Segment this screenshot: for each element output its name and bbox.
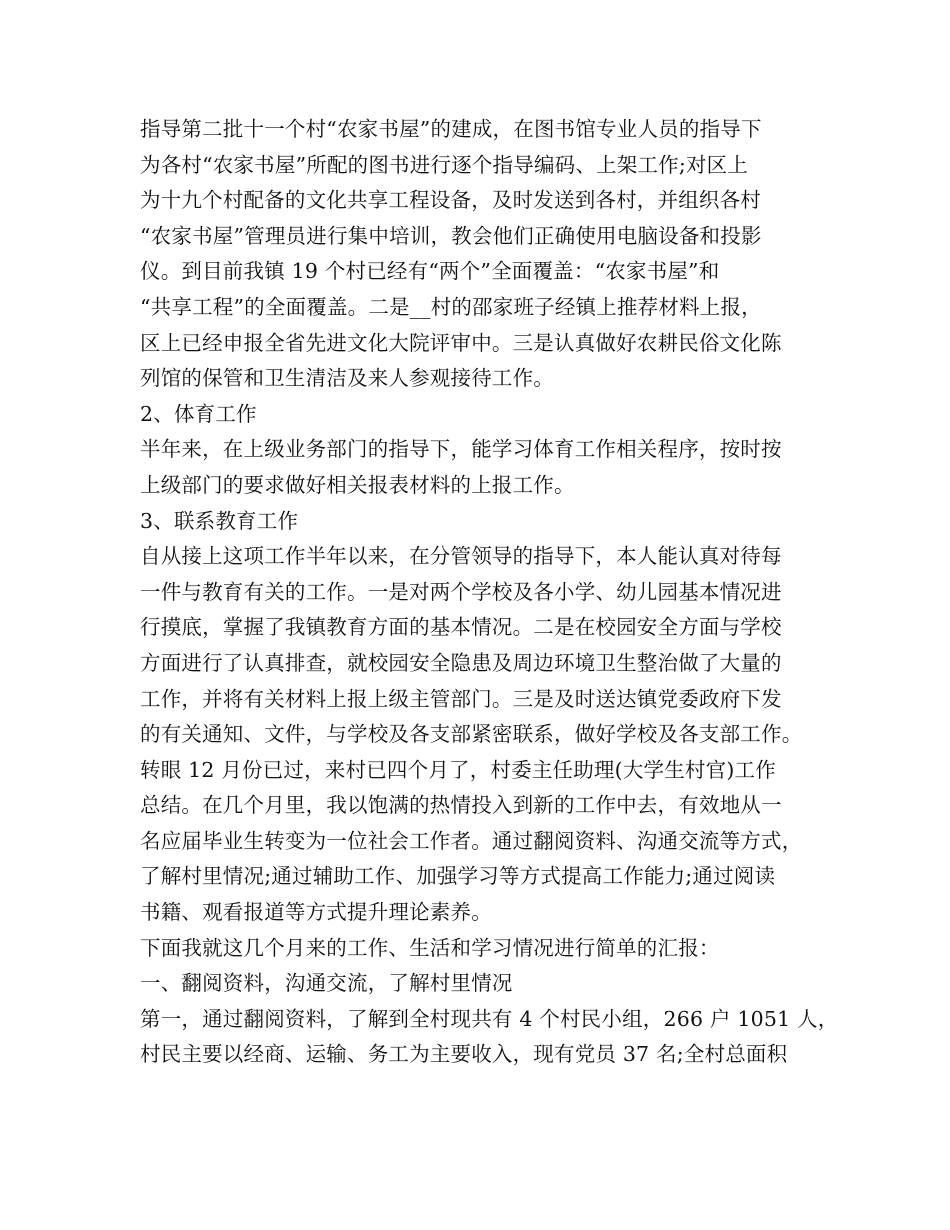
text-line: 了解村里情况;通过辅助工作、加强学习等方式提高工作能力;通过阅读 (140, 864, 776, 889)
text-line: 行摸底，掌握了我镇教育方面的基本情况。二是在校园安全方面与学校 (140, 615, 782, 640)
text-line: 方面进行了认真排查，就校园安全隐患及周边环境卫生整治做了大量的 (140, 650, 782, 675)
text-line: 第一，通过翻阅资料，了解到全村现共有 4 个村民小组，266 户 1051 人， (140, 1006, 839, 1031)
text-line: 村民主要以经商、运输、务工为主要收入，现有党员 37 名;全村总面积 (140, 1042, 788, 1067)
text-line: 仪。到目前我镇 19 个村已经有“两个”全面覆盖：“农家书屋”和 (140, 259, 720, 284)
text-line: “农家书屋”管理员进行集中培训，教会他们正确使用电脑设备和投影 (140, 223, 762, 248)
text-line: “共享工程”的全面覆盖。二是__村的邵家班子经镇上推荐材料上报， (140, 294, 762, 319)
section-heading: 3、联系教育工作 (140, 508, 299, 533)
text-line: 区上已经申报全省先进文化大院评审中。三是认真做好农耕民俗文化陈 (140, 330, 782, 355)
text-line: 自从接上这项工作半年以来，在分管领导的指导下，本人能认真对待每 (140, 544, 782, 569)
text-line: 一件与教育有关的工作。一是对两个学校及各小学、幼儿园基本情况进 (140, 579, 782, 604)
text-line: 半年来，在上级业务部门的指导下，能学习体育工作相关程序，按时按 (140, 437, 782, 462)
section-heading: 2、体育工作 (140, 401, 257, 426)
text-line: 书籍、观看报道等方式提升理论素养。 (140, 900, 492, 925)
document-body (140, 112, 839, 1073)
text-line: 总结。在几个月里，我以饱满的热情投入到新的工作中去，有效地从一 (140, 793, 782, 818)
text-line: 名应届毕业生转变为一位社会工作者。通过翻阅资料、沟通交流等方式， (140, 828, 803, 853)
text-line: 列馆的保管和卫生清洁及来人参观接待工作。 (140, 366, 554, 391)
text-line: 转眼 12 月份已过，来村已四个月了，村委主任助理(大学生村官)工作 (140, 757, 776, 782)
text-line: 的有关通知、文件，与学校及各支部紧密联系，做好学校及各支部工作。 (140, 722, 803, 747)
text-line: 上级部门的要求做好相关报表材料的上报工作。 (140, 472, 575, 497)
text-line: 为十九个村配备的文化共享工程设备，及时发送到各村，并组织各村 (140, 188, 761, 213)
text-line: 为各村“农家书屋”所配的图书进行逐个指导编码、上架工作;对区上 (140, 152, 749, 177)
section-heading: 一、翻阅资料，沟通交流，了解村里情况 (140, 971, 513, 996)
text-line: 工作，并将有关材料上报上级主管部门。三是及时送达镇党委政府下发 (140, 686, 782, 711)
text-line: 下面我就这几个月来的工作、生活和学习情况进行简单的汇报： (140, 935, 720, 960)
text-line: 指导第二批十一个村“农家书屋”的建成，在图书馆专业人员的指导下 (140, 117, 762, 141)
